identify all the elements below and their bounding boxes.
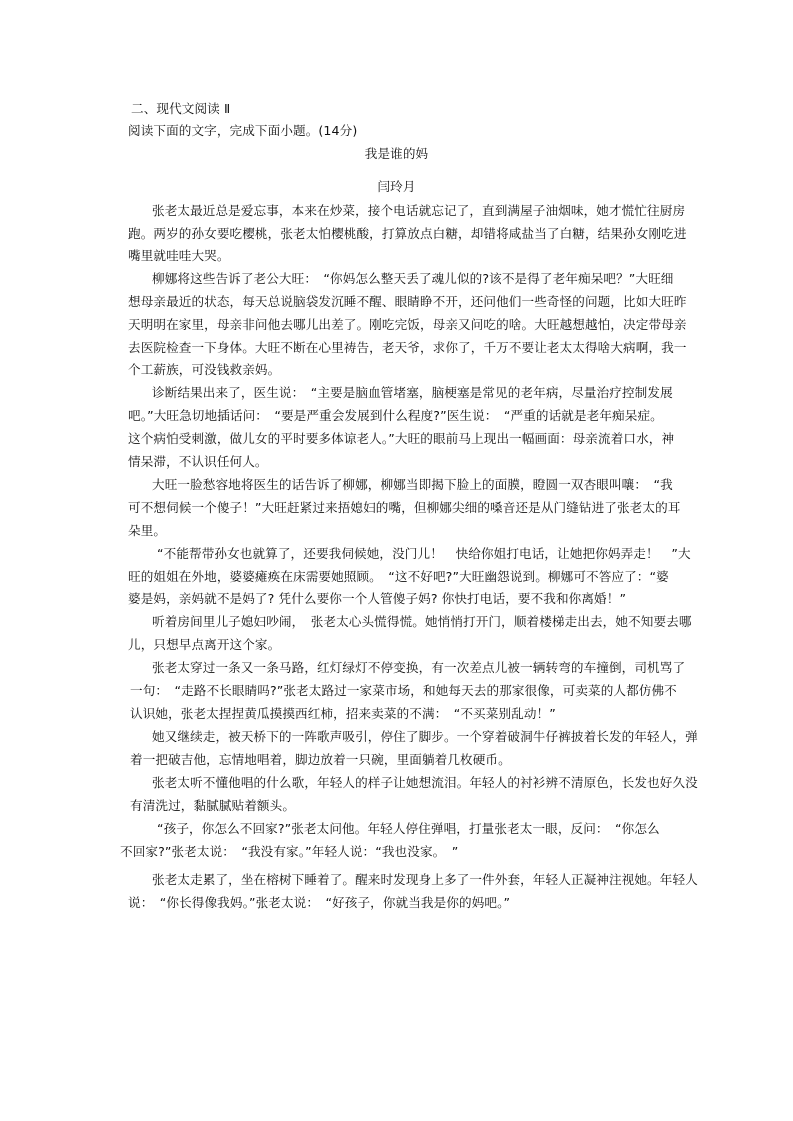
instructions: 阅读下面的文字，完成下面小题。(14分) — [128, 123, 358, 138]
paragraph-line: 张老太最近总是爱忘事，本来在炒菜，接个电话就忘记了，直到满屋子油烟味，她才慌忙往厨房 — [152, 203, 686, 218]
paragraph-line: 朵里。 — [128, 523, 167, 538]
paragraph-line: 可不想伺候一个傻子！”大旺赶紧过来捂媳妇的嘴，但柳娜尖细的嗓音还是从门缝钻进了张老太的耳 — [128, 500, 681, 515]
paragraph-line: 她又继续走，被天桥下的一阵歌声吸引，停住了脚步。一个穿着破洞牛仔裤披着长发的年轻人，弹 — [152, 729, 698, 744]
paragraph-line: 一句： “走路不长眼睛吗?”张老太路过一家菜市场，和她每天去的那家很像，可卖菜的人都仿佛不 — [130, 683, 677, 698]
paragraph-line: 说： “你长得像我妈。”张老太说： “好孩子，你就当我是你的妈吧。” — [128, 895, 511, 910]
paragraph-line: 着一把破吉他，忘情地唱着，脚边放着一只碗，里面躺着几枚硬币。 — [130, 752, 511, 767]
story-author: 闫玲月 — [377, 179, 416, 194]
section-heading: 二、现代文阅读 Ⅱ — [131, 101, 231, 116]
paragraph-line: 吧。”大旺急切地插话问： “要是严重会发展到什么程度?”医生说： “严重的话就是老年痴呆症。 — [128, 408, 663, 423]
paragraph-line: 情呆滞，不认识任何人。 — [128, 454, 268, 469]
paragraph-line: 张老太听不懂他唱的什么歌，年轻人的样子让她想流泪。年轻人的衬衫辨不清原色，长发也好久没 — [152, 775, 698, 790]
paragraph-line: “孩子，你怎么不回家?”张老太问他。年轻人停住弹唱，打量张老太一眼，反问： “你怎么 — [157, 821, 660, 836]
paragraph-line: 去医院检查一下身体。大旺不断在心里祷告，老天爷，求你了，千万不要让老太太得啥大病啊，我一 — [128, 340, 687, 355]
paragraph-line: 不回家?”张老太说： “我没有家。”年轻人说：“我也没家。 ” — [120, 844, 459, 859]
paragraph-line: 有清洗过，黏腻腻贴着额头。 — [130, 798, 296, 813]
paragraph-line: 嘴里就哇哇大哭。 — [128, 248, 230, 263]
paragraph-line: “不能帮带孙女也就算了，还要我伺候她，没门儿！ 快给你姐打电话，让她把你妈弄走！ ”大 — [157, 546, 691, 561]
paragraph-line: 这个病怕受刺激，做儿女的平时要多体谅老人。”大旺的眼前马上现出一幅画面：母亲流着口水，神 — [128, 431, 675, 446]
paragraph-line: 诊断结果出来了，医生说： “主要是脑血管堵塞，脑梗塞是常见的老年病，尽量治疗控制发展 — [152, 385, 673, 400]
story-title: 我是谁的妈 — [364, 146, 429, 161]
paragraph-line: 个工薪族，可没钱救亲妈。 — [128, 362, 281, 377]
paragraph-line: 张老太穿过一条又一条马路，红灯绿灯不停变换，有一次差点儿被一辆转弯的车撞倒，司机骂了 — [152, 660, 686, 675]
paragraph-line: 跑。两岁的孙女要吃樱桃，张老太怕樱桃酸，打算放点白糖，却错将咸盐当了白糖，结果孙女刚吃进 — [128, 226, 687, 241]
paragraph-line: 婆是妈，亲妈就不是妈了? 凭什么要你一个人管傻子妈? 你快打电话，要不我和你离婚！” — [128, 591, 627, 606]
paragraph-line: 大旺一脸愁容地将医生的话告诉了柳娜，柳娜当即揭下脸上的面膜，瞪圆一双杏眼叫嚷： “我 — [152, 477, 673, 492]
paragraph-line: 柳娜将这些告诉了老公大旺： “你妈怎么整天丢了魂儿似的?该不是得了老年痴呆吧？”大旺细 — [152, 271, 674, 286]
paragraph-line: 听着房间里儿子媳妇吵闹， 张老太心头慌得慌。她悄悄打开门，顺着楼梯走出去，她不知要去哪 — [152, 614, 692, 629]
paragraph-line: 旺的姐姐在外地，婆婆瘫痪在床需要她照顾。 “这不好吧?”大旺幽怨说到。柳娜可不答应了：“婆 — [128, 569, 669, 584]
paragraph-line: 张老太走累了，坐在榕树下睡着了。醒来时发现身上多了一件外套，年轻人正凝神注视她。年轻人 — [152, 872, 698, 887]
paragraph-line: 想母亲最近的状态，每天总说脑袋发沉睡不醒、眼睛睁不开，还问他们一些奇怪的问题，比如大旺昨 — [128, 294, 687, 309]
paragraph-line: 认识她，张老太捏捏黄瓜摸摸西红柿，招来卖菜的不满： “不买菜别乱动！” — [130, 706, 556, 721]
paragraph-line: 儿，只想早点离开这个家。 — [128, 637, 281, 652]
paragraph-line: 天明明在家里，母亲非问他去哪儿出差了。刚吃完饭，母亲又问吃的啥。大旺越想越怕，决定带母亲 — [128, 317, 687, 332]
